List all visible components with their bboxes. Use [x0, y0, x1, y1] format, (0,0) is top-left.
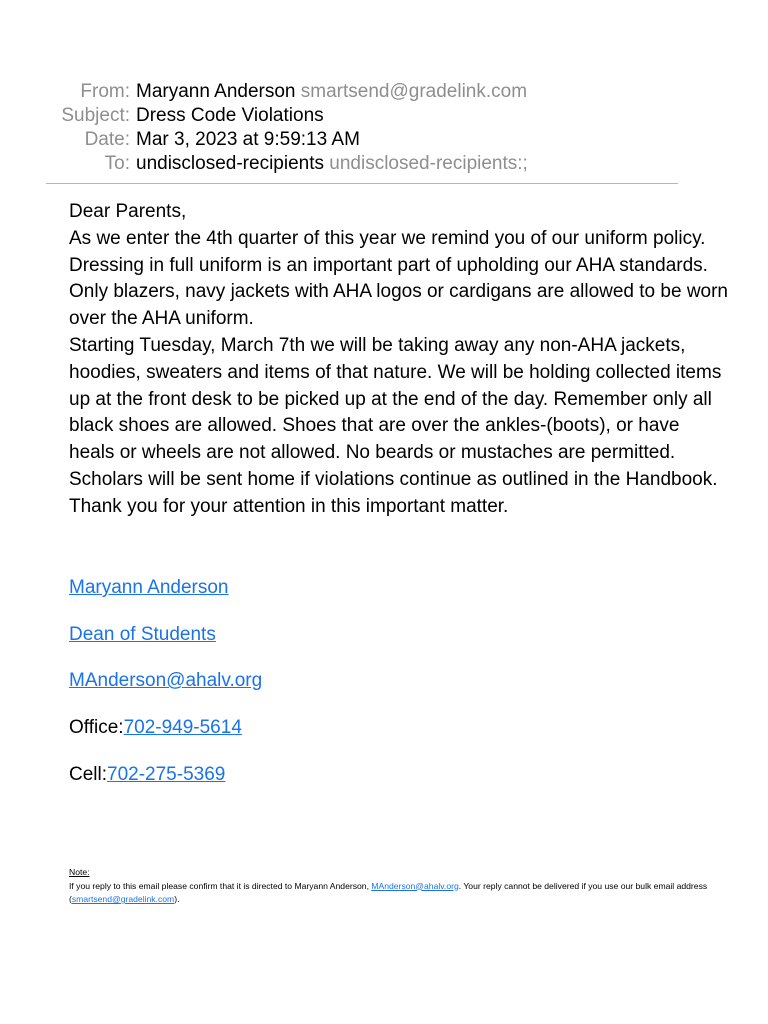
from-label: From:: [80, 81, 130, 102]
body-paragraph-1: As we enter the 4th quarter of this year we remind you of our uniform policy. Dressing in full uniform is an important part of upholding our AHA standards. Only blazers, navy jackets with AHA logos or cardigans are allowed to be worn over the AHA uniform.: [69, 227, 728, 330]
closing-line: Thank you for your attention in this important matter.: [69, 495, 509, 517]
office-label: Office:: [69, 717, 124, 738]
office-phone-row: [69, 715, 242, 741]
note-text-2: . Your reply cannot be delivered if you use our bulk email address (: [69, 880, 708, 904]
office-phone-link[interactable]: 702-949-5614: [123, 717, 242, 738]
note-title: Note:: [69, 867, 90, 877]
signature-email-link[interactable]: MAnderson@ahalv.org: [69, 670, 263, 691]
note-text-1: If you reply to this email please confirm that it is directed to Maryann Anderson,: [69, 880, 372, 891]
date-value: Mar 3, 2023 at 9:59:13 AM: [136, 129, 360, 150]
footer-note: [69, 866, 719, 907]
email-header: [0, 80, 768, 176]
to-address: undisclosed-recipients:;: [329, 153, 528, 174]
date-label: Date:: [84, 129, 130, 150]
signature-name-link[interactable]: Maryann Anderson: [69, 577, 229, 598]
to-label: To:: [104, 153, 130, 174]
note-text: [69, 880, 719, 907]
greeting: Dear Parents,: [69, 201, 187, 222]
cell-phone-row: [69, 762, 225, 788]
signature-title-link[interactable]: Dean of Students: [69, 624, 216, 645]
signature-name-row: [69, 575, 229, 601]
note-text-3: ).: [174, 894, 180, 904]
to-row: [0, 152, 768, 176]
from-value: [136, 80, 527, 104]
from-row: [0, 80, 768, 104]
signature-email-row: [69, 668, 262, 694]
header-divider: [46, 183, 678, 184]
subject-label: Subject:: [61, 105, 130, 126]
note-bulk-email-link[interactable]: smartsend@gradelink.com: [71, 894, 175, 904]
to-value: [136, 152, 528, 176]
email-body: [69, 199, 729, 521]
from-email[interactable]: smartsend@gradelink.com: [300, 81, 528, 102]
from-name: Maryann Anderson: [136, 81, 296, 102]
body-paragraph-2: Starting Tuesday, March 7th we will be taking away any non-AHA jackets, hoodies, sweaters and items of that nature. We will be holding collected items up at the front desk to be picked up at the end of the day. Remember only all black shoes are allowed. Shoes that are over the ankles-(boots), or have heals or wheels are not allowed. No beards or mustaches are permitted. Scholars will be sent home if violations continue as outlined in the Handbook.: [69, 334, 722, 490]
cell-label: Cell:: [69, 764, 108, 785]
signature-title-row: [69, 622, 216, 648]
cell-phone-link[interactable]: 702-275-5369: [107, 764, 226, 785]
to-name: undisclosed-recipients: [136, 153, 324, 174]
note-email-link[interactable]: MAnderson@ahalv.org: [371, 880, 459, 891]
subject-value: Dress Code Violations: [136, 105, 324, 126]
subject-row: [0, 104, 768, 128]
date-row: [0, 128, 768, 152]
